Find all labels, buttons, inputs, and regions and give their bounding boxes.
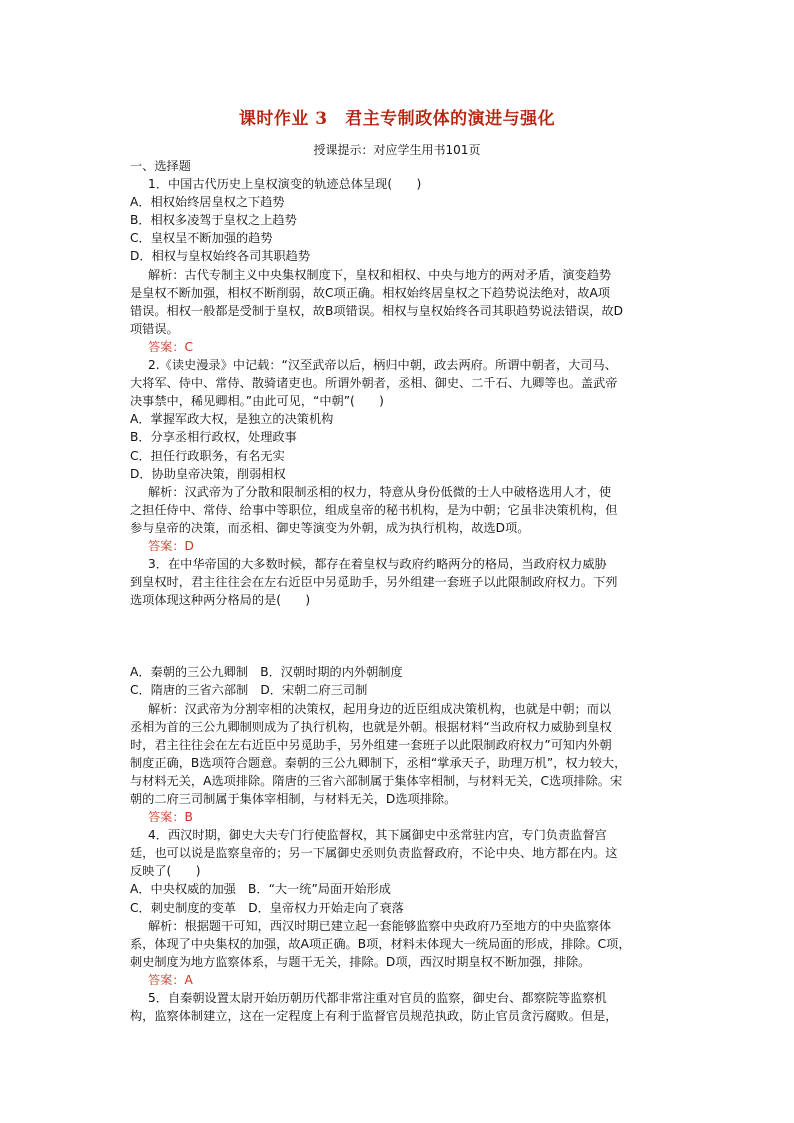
question-3-stem: 选项体现这种两分格局的是( ) [130,593,311,608]
question-2-stem: 2.《读史漫录》中记载：“汉至武帝以后，柄归中朝，政去两府。所谓中朝者，大司马、 [148,358,617,373]
question-1-explanation: 错误。相权一般都是受制于皇权，故B项错误。相权与皇权始终各司其职趋势说法错误，故D [130,303,624,318]
question-4-options-cd: C．刺史制度的变革 D．皇帝权力开始走向了衰落 [130,900,404,915]
question-4-stem: 4．西汉时期，御史大夫专门行使监督权，其下属御史中丞常驻内宫，专门负责监督宫 [148,828,607,843]
question-2-option-c: C．担任行政职务，有名无实 [130,448,285,463]
question-2-stem: 大将军、侍中、常侍、散骑诸吏也。所谓外朝者，丞相、御史、二千石、九卿等也。盖武帝 [130,376,618,391]
question-1-explanation: 是皇权不断加强，相权不断削弱，故C项正确。相权始终居皇权之下趋势说法绝对，故A项 [130,285,610,300]
section-heading: 一、选择题 [130,159,191,173]
question-4-stem: 廷，也可以说是监察皇帝的；另一下属御史丞则负责监督政府，不论中央、地方都在内。这 [130,846,618,861]
page-title: 课时作业 3 君主专制政体的演进与强化 [238,109,556,129]
question-1-answer: 答案：C [148,339,194,354]
question-2-explanation: 参与皇帝的决策，而丞相、御史等演变为外朝，成为执行机构，故选D项。 [130,520,530,535]
question-3-explanation: 与材料无关，A选项排除。隋唐的三省六部制属于集体宰相制，与材料无关，C选项排除。宋 [130,773,623,788]
question-2-stem: 决事禁中，稀见卿相。”由此可见，“中朝”( ) [130,394,384,409]
document-body [130,157,678,1025]
question-1-explanation: 项错误。 [130,321,179,336]
teaching-hint: 授课提示：对应学生用书101页 [313,143,481,157]
question-3-explanation: 时，君主往往会在左右近臣中另觅助手，另外组建一套班子以此限制政府权力”可知内外朝 [130,737,612,752]
question-3-explanation: 丞相为首的三公九卿制则成为了执行机构，也就是外朝。根据材料“当政府权力威胁到皇权 [130,719,612,734]
question-3-options-cd: C．隋唐的三省六部制 D．宋朝二府三司制 [130,683,368,698]
question-1-stem: 1．中国古代历史上皇权演变的轨迹总体呈现( ) [148,177,422,192]
question-4-explanation: 系，体现了中央集权的加强，故A项正确。B项，材料未体现大一统局面的形成，排除。C项， [130,936,631,951]
question-3-explanation: 制度正确，B选项符合题意。秦朝的三公九卿制下，丞相“掌承天子，助理万机”，权力较大， [130,755,627,770]
question-4-stem: 反映了( ) [130,864,201,879]
question-3-answer: 答案：B [148,810,193,825]
question-4-options-ab: A．中央权威的加强 B．“大一统”局面开始形成 [130,882,391,897]
question-1-option-b: B．相权多凌驾于皇权之上趋势 [130,213,297,228]
question-2-option-d: D．协助皇帝决策，削弱相权 [130,466,286,481]
question-1-option-d: D．相权与皇权始终各司其职趋势 [130,249,311,264]
question-3-options-ab: A．秦朝的三公九卿制 B．汉朝时期的内外朝制度 [130,665,403,680]
question-2-answer: 答案：D [148,538,194,553]
question-4-answer: 答案：A [148,972,193,987]
question-3-explanation: 解析：汉武帝为分割宰相的决策权，起用身边的近臣组成决策机构，也就是中朝；而以 [148,701,612,716]
question-2-explanation: 之担任侍中、常侍、给事中等职位，组成皇帝的秘书机构，是为中朝；它虽非决策机构，但 [130,502,618,517]
blank-space [130,609,678,663]
question-1-explanation: 解析：古代专制主义中央集权制度下，皇权和相权、中央与地方的两对矛盾，演变趋势 [148,267,612,282]
question-2-option-b: B．分享丞相行政权，处理政事 [130,430,297,445]
question-4-explanation: 解析：根据题干可知，西汉时期已建立起一套能够监察中央政府乃至地方的中央监察体 [148,918,612,933]
question-5-stem: 5．自秦朝设置太尉开始历朝历代都非常注重对官员的监察，御史台、都察院等监察机 [148,991,607,1006]
question-3-explanation: 朝的二府三司制属于集体宰相制，与材料无关，D选项排除。 [130,792,457,806]
question-3-stem: 到皇权时，君主往往会在左右近臣中另觅助手，另外组建一套班子以此限制政府权力。下列 [130,575,618,590]
question-4-explanation: 刺史制度为地方监察体系，与题干无关，排除。D项，西汉时期皇权不断加强，排除。 [130,954,591,969]
question-1-option-a: A．相权始终居皇权之下趋势 [130,195,285,210]
question-1-option-c: C．皇权呈不断加强的趋势 [130,231,273,246]
question-5-stem: 构，监察体制建立，这在一定程度上有利于监督官员规范执政，防止官员贪污腐败。但是， [130,1009,618,1024]
question-3-stem: 3．在中华帝国的大多数时候，都存在着皇权与政府约略两分的格局，当政府权力威胁 [148,557,607,572]
question-2-option-a: A．掌握军政大权，是独立的决策机构 [130,412,334,427]
question-2-explanation: 解析：汉武帝为了分散和限制丞相的权力，特意从身份低微的士人中破格选用人才，使 [148,484,612,499]
